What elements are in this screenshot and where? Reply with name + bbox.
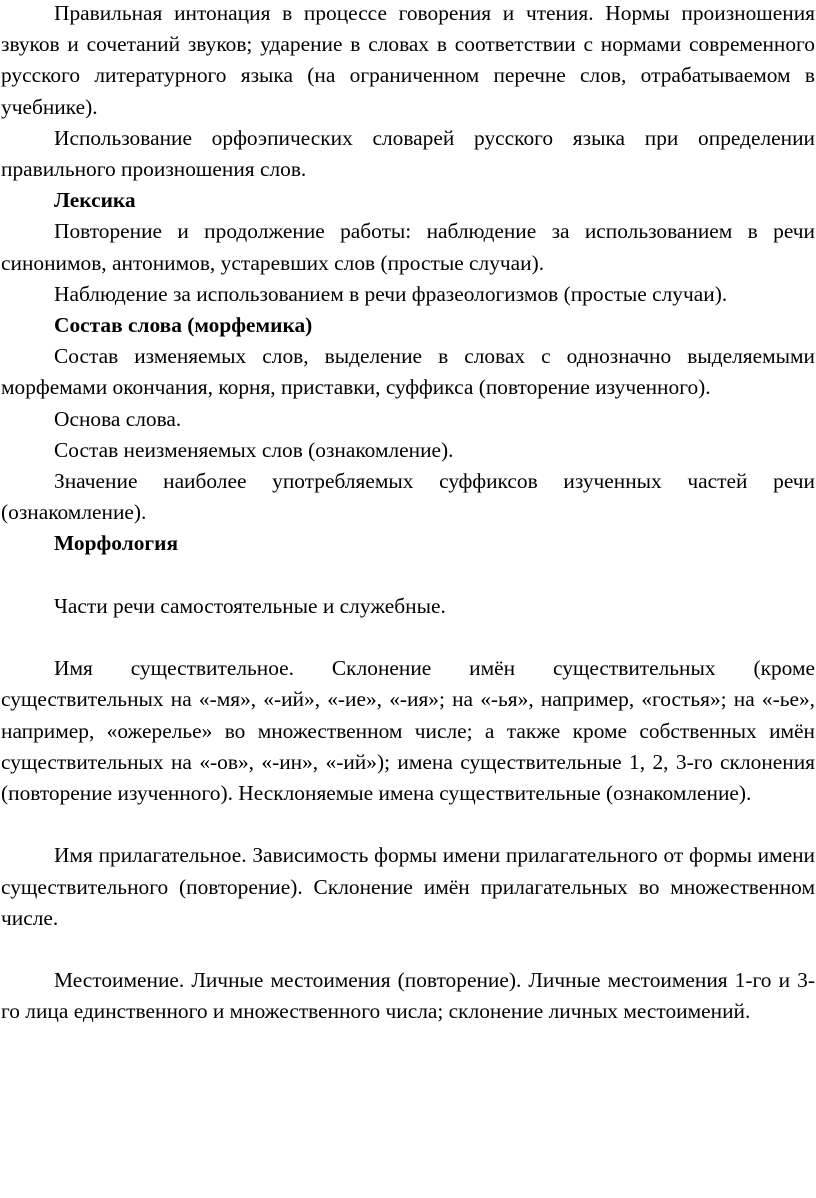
blank-line bbox=[1, 622, 815, 653]
blank-line bbox=[1, 809, 815, 840]
heading-word-composition: Состав слова (морфемика) bbox=[54, 313, 313, 338]
blank-line bbox=[1, 934, 815, 965]
heading-morphology: Морфология bbox=[54, 531, 179, 556]
heading-lexicon: Лексика bbox=[54, 188, 136, 213]
blank-line bbox=[1, 560, 815, 591]
paragraph-noun: Имя существительное. Склонение имён существительных (кроме существительных на «-мя», «-ий», «-ие», «-ия»; на «-ья», например, «гостья»; на «-ье», например, «ожерелье» во множественном числе; а также кроме собственных имён существительных на «-ов», «-ин», «-ий»); имена существительные 1, 2, 3-го склонения (повторение изученного). Несклоняемые имена существительные (ознакомление). bbox=[1, 656, 815, 806]
paragraph-unchangeable-words: Состав неизменяемых слов (ознакомление). bbox=[54, 437, 454, 462]
paragraph-adjective: Имя прилагательное. Зависимость формы имени прилагательного от формы имени существительного (повторение). Склонение имён прилагательных во множественном числе. bbox=[1, 843, 815, 930]
paragraph-phraseologisms: Наблюдение за использованием в речи фразеологизмов (простые случаи). bbox=[54, 281, 728, 306]
paragraph-suffixes-meaning: Значение наиболее употребляемых суффиксов изученных частей речи (ознакомление). bbox=[1, 469, 815, 525]
paragraph-pronoun: Местоимение. Личные местоимения (повторение). Личные местоимения 1-го и 3-го лица единственного и множественного числа; склонение личных местоимений. bbox=[1, 968, 815, 1024]
paragraph-word-stem: Основа слова. bbox=[54, 406, 182, 431]
paragraph-intonation: Правильная интонация в процессе говорения и чтения. Нормы произношения звуков и сочетаний звуков; ударение в словах в соответствии с нормами современного русского литературного языка (на ограниченном перечне слов, отрабатываемом в учебнике). bbox=[1, 1, 815, 119]
paragraph-parts-of-speech: Части речи самостоятельные и служебные. bbox=[54, 593, 446, 618]
paragraph-orthoepic-dictionaries: Использование орфоэпических словарей русского языка при определении правильного произношения слов. bbox=[1, 125, 815, 182]
paragraph-synonyms-antonyms: Повторение и продолжение работы: наблюдение за использованием в речи синонимов, антонимов, устаревших слов (простые случаи). bbox=[1, 219, 815, 275]
paragraph-changeable-words: Состав изменяемых слов, выделение в словах с однозначно выделяемыми морфемами окончания, корня, приставки, суффикса (повторение изученного). bbox=[1, 344, 815, 400]
